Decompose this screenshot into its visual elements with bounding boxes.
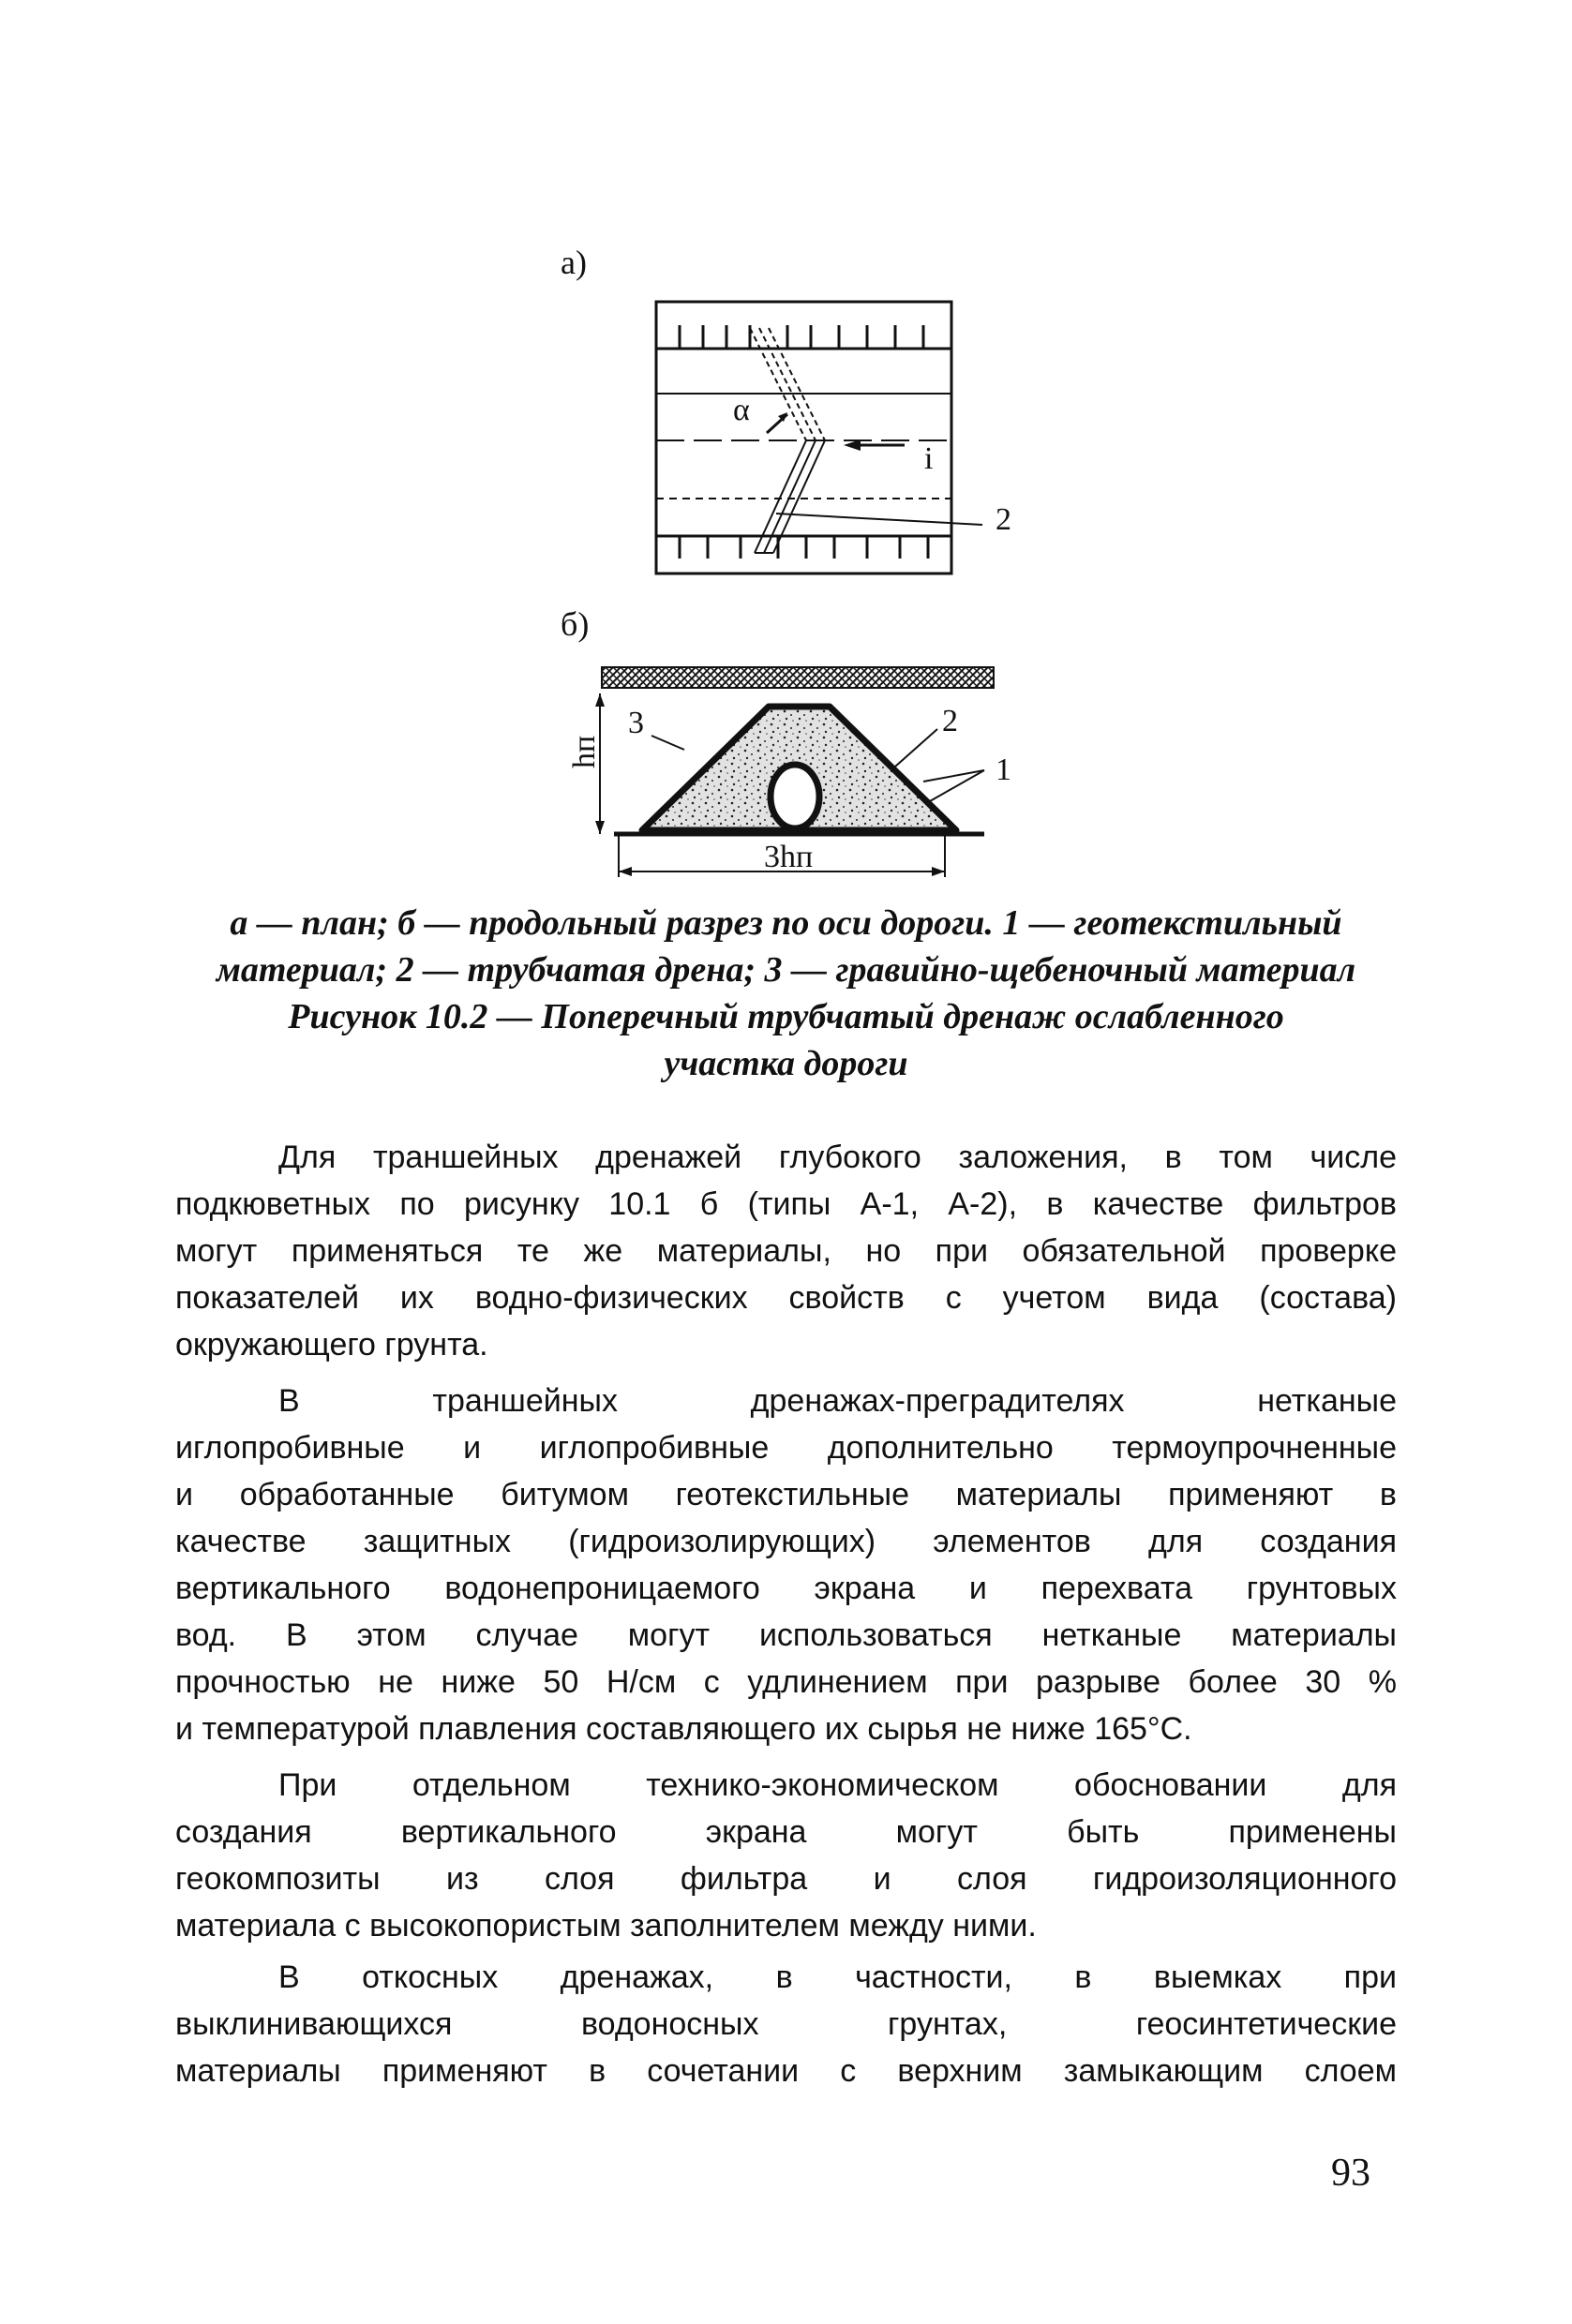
text-line: В откосных дренажах, в частности, в выемках при [278, 1959, 1397, 1995]
text-line: и температурой плавления составляющего их сырья не ниже 165°С. [175, 1711, 1192, 1747]
text-line: окружающего грунта. [175, 1327, 488, 1363]
figure-label-a: а) [561, 244, 587, 281]
width-label: 3hп [764, 840, 814, 874]
width-dimension-arrow-right [932, 867, 945, 876]
text-line: вертикального водонепроницаемого экрана и перехвата грунтовых [175, 1571, 1397, 1606]
text-line: При отдельном технико-экономическом обосновании для [278, 1767, 1397, 1803]
text-line: Для траншейных дренажей глубокого заложения, в том числе [278, 1140, 1397, 1175]
caption-line: Рисунок 10.2 — Поперечный трубчатый дренаж ослабленного [288, 997, 1284, 1036]
callout-2-label: 2 [996, 502, 1011, 537]
text-line: показателей их водно-физических свойств с учетом вида (состава) [175, 1280, 1397, 1316]
text-line: выклинивающихся водоносных грунтах, геосинтетические [175, 2006, 1397, 2042]
paragraph-1 [175, 1134, 1397, 1368]
height-dimension-arrow-top [595, 693, 605, 707]
text-line: В траншейных дренажах-преградителях нетканые [278, 1383, 1397, 1419]
callout-2-label: 2 [942, 704, 958, 738]
text-line: создания вертикального экрана могут быть применены [175, 1814, 1397, 1850]
height-label: hп [567, 735, 602, 768]
height-dimension-arrow-bottom [595, 821, 605, 834]
text-line: качестве защитных (гидроизолирующих) элементов для создания [175, 1524, 1397, 1559]
text-line: и обработанные битумом геотекстильные материалы применяют в [175, 1477, 1397, 1512]
figure-plan [647, 300, 1059, 590]
road-surface [602, 667, 994, 688]
text-line: подкюветных по рисунку 10.1 б (типы А-1, А-2), в качестве фильтров [175, 1186, 1397, 1222]
text-line: прочностью не ниже 50 Н/см с удлинением при разрыве более 30 % [175, 1664, 1397, 1700]
paragraph-4 [175, 1954, 1397, 2094]
callout-3-label: 3 [628, 706, 644, 740]
caption-line: а — план; б — продольный разрез по оси дороги. 1 — геотекстильный [230, 903, 1342, 943]
text-line: материалы применяют в сочетании с верхним замыкающим слоем [175, 2053, 1397, 2089]
caption-line: участка дороги [664, 1044, 908, 1083]
text-line: материала с высокопористым заполнителем между ними. [175, 1908, 1037, 1944]
figure-section [567, 656, 1041, 881]
paragraph-3 [175, 1762, 1397, 1949]
callout-2-leader [895, 729, 937, 767]
caption-line: материал; 2 — трубчатая дрена; 3 — гравийно-щебеночный материал [216, 950, 1356, 990]
callout-3-leader [651, 736, 684, 750]
text-line: могут применяться те же материалы, но при обязательной проверке [175, 1233, 1397, 1269]
width-dimension-arrow-left [619, 867, 632, 876]
plan-bottom-ticks [680, 536, 928, 559]
plan-top-ticks [680, 325, 923, 349]
text-line: вод. В этом случае могут использоваться нетканые материалы [175, 1617, 1397, 1653]
text-line: геокомпозиты из слоя фильтра и слоя гидроизоляционного [175, 1861, 1397, 1897]
drain-pipe [771, 765, 819, 828]
figure-caption [150, 900, 1422, 1087]
callout-1-label: 1 [996, 752, 1011, 787]
alpha-label: α [733, 393, 750, 427]
text-line: иглопробивные и иглопробивные дополнительно термоупрочненные [175, 1430, 1397, 1466]
page-number: 93 [1331, 2152, 1370, 2195]
paragraph-2 [175, 1378, 1397, 1752]
figure-label-b: б) [561, 605, 590, 643]
slope-label: i [924, 441, 934, 476]
